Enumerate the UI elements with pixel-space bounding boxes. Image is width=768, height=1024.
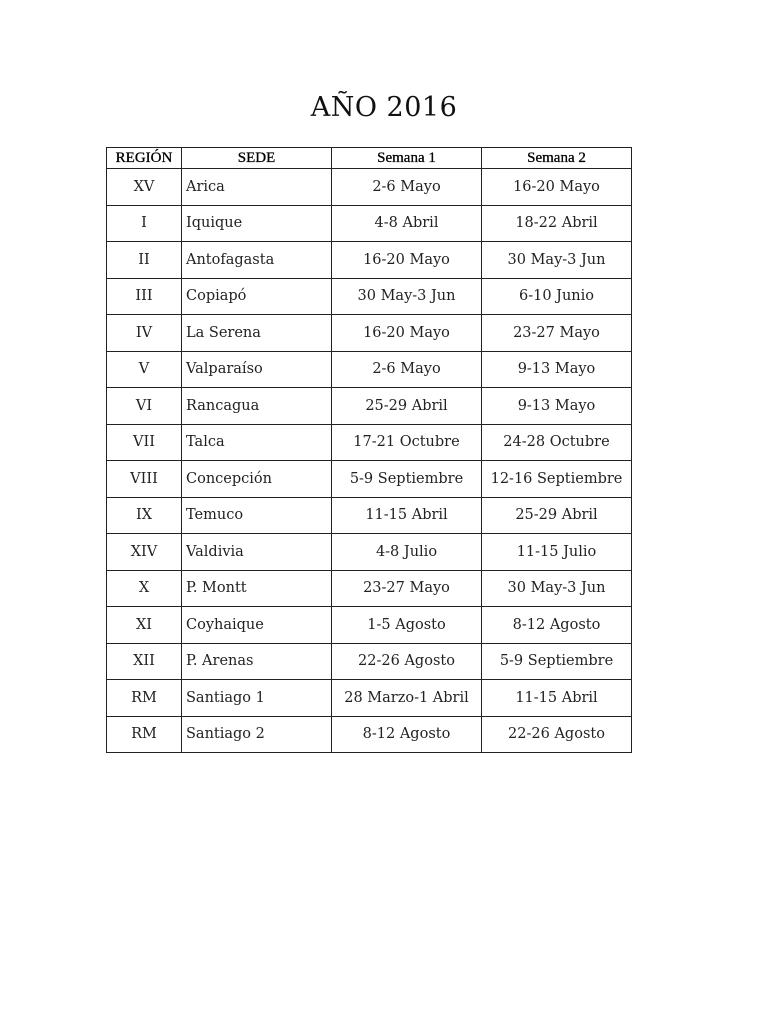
cell-semana-1: 1-5 Agosto [332, 607, 482, 644]
cell-region: VII [107, 424, 182, 461]
header-semana-1: Semana 1 [332, 148, 482, 169]
header-semana-2: Semana 2 [482, 148, 632, 169]
cell-semana-2: 9-13 Mayo [482, 351, 632, 388]
cell-sede: Santiago 1 [182, 680, 332, 717]
cell-sede: P. Arenas [182, 643, 332, 680]
table-row [107, 388, 632, 425]
cell-semana-1: 25-29 Abril [332, 388, 482, 425]
cell-sede: Antofagasta [182, 242, 332, 279]
cell-region: XI [107, 607, 182, 644]
cell-semana-1: 16-20 Mayo [332, 315, 482, 352]
schedule-table [106, 147, 632, 753]
cell-region: XIV [107, 534, 182, 571]
cell-semana-1: 30 May-3 Jun [332, 278, 482, 315]
cell-sede: Temuco [182, 497, 332, 534]
cell-semana-2: 30 May-3 Jun [482, 242, 632, 279]
table-row [107, 716, 632, 753]
cell-sede: Copiapó [182, 278, 332, 315]
table-row [107, 169, 632, 206]
table-row [107, 424, 632, 461]
cell-semana-2: 18-22 Abril [482, 205, 632, 242]
table-row [107, 351, 632, 388]
header-region: REGIÓN [107, 148, 182, 169]
table-row [107, 680, 632, 717]
cell-semana-1: 28 Marzo-1 Abril [332, 680, 482, 717]
cell-semana-1: 8-12 Agosto [332, 716, 482, 753]
cell-semana-1: 4-8 Julio [332, 534, 482, 571]
cell-sede: Rancagua [182, 388, 332, 425]
cell-sede: La Serena [182, 315, 332, 352]
cell-semana-2: 25-29 Abril [482, 497, 632, 534]
table-row [107, 278, 632, 315]
cell-region: XII [107, 643, 182, 680]
cell-sede: Iquique [182, 205, 332, 242]
cell-region: X [107, 570, 182, 607]
cell-sede: Talca [182, 424, 332, 461]
cell-sede: Santiago 2 [182, 716, 332, 753]
cell-region: VIII [107, 461, 182, 498]
cell-sede: Concepción [182, 461, 332, 498]
cell-semana-1: 5-9 Septiembre [332, 461, 482, 498]
header-row [107, 148, 632, 169]
table-header [107, 148, 632, 169]
cell-semana-1: 16-20 Mayo [332, 242, 482, 279]
cell-semana-2: 6-10 Junio [482, 278, 632, 315]
cell-semana-1: 2-6 Mayo [332, 169, 482, 206]
cell-semana-2: 22-26 Agosto [482, 716, 632, 753]
table-row [107, 570, 632, 607]
cell-semana-2: 11-15 Julio [482, 534, 632, 571]
cell-semana-2: 16-20 Mayo [482, 169, 632, 206]
cell-semana-2: 30 May-3 Jun [482, 570, 632, 607]
page-title: AÑO 2016 [310, 92, 458, 123]
cell-region: V [107, 351, 182, 388]
cell-semana-1: 11-15 Abril [332, 497, 482, 534]
table-row [107, 315, 632, 352]
table-row [107, 242, 632, 279]
cell-sede: Valparaíso [182, 351, 332, 388]
cell-sede: Coyhaique [182, 607, 332, 644]
cell-semana-2: 9-13 Mayo [482, 388, 632, 425]
cell-semana-1: 22-26 Agosto [332, 643, 482, 680]
cell-semana-2: 12-16 Septiembre [482, 461, 632, 498]
cell-region: III [107, 278, 182, 315]
table-row [107, 534, 632, 571]
cell-sede: Valdivia [182, 534, 332, 571]
cell-semana-2: 11-15 Abril [482, 680, 632, 717]
cell-semana-1: 2-6 Mayo [332, 351, 482, 388]
cell-semana-2: 5-9 Septiembre [482, 643, 632, 680]
cell-sede: P. Montt [182, 570, 332, 607]
cell-semana-1: 23-27 Mayo [332, 570, 482, 607]
table-row [107, 497, 632, 534]
table-row [107, 643, 632, 680]
cell-region: IV [107, 315, 182, 352]
cell-semana-1: 17-21 Octubre [332, 424, 482, 461]
cell-region: XV [107, 169, 182, 206]
cell-region: I [107, 205, 182, 242]
cell-sede: Arica [182, 169, 332, 206]
cell-region: RM [107, 680, 182, 717]
table-row [107, 607, 632, 644]
cell-region: II [107, 242, 182, 279]
table-body [107, 169, 632, 753]
cell-region: IX [107, 497, 182, 534]
cell-semana-2: 8-12 Agosto [482, 607, 632, 644]
header-sede: SEDE [182, 148, 332, 169]
cell-region: RM [107, 716, 182, 753]
table-row [107, 461, 632, 498]
cell-region: VI [107, 388, 182, 425]
cell-semana-2: 23-27 Mayo [482, 315, 632, 352]
cell-semana-2: 24-28 Octubre [482, 424, 632, 461]
cell-semana-1: 4-8 Abril [332, 205, 482, 242]
table-row [107, 205, 632, 242]
